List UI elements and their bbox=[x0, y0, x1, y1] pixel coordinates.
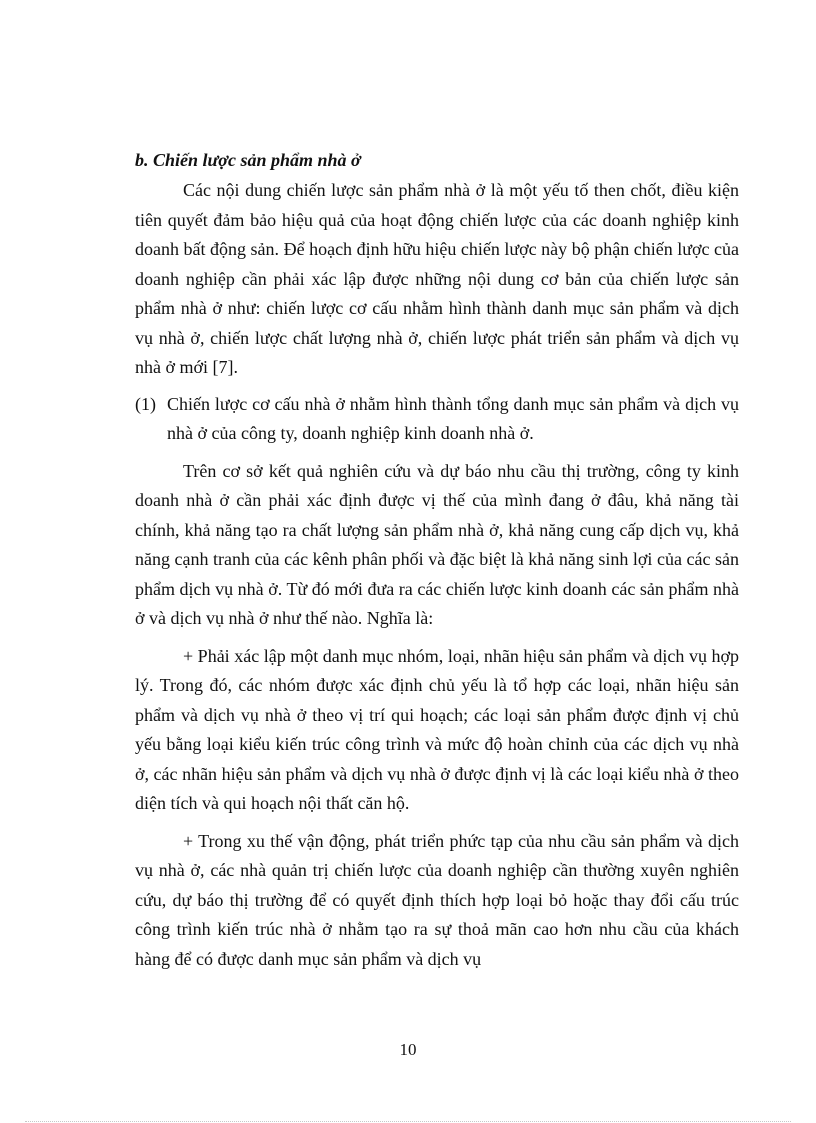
paragraph-bullet-trend: + Trong xu thế vận động, phát triển phức tạp của nhu cầu sản phẩm và dịch vụ nhà ở, các nhà quản trị chiến lược của doanh nghiệp cần thường xuyên nghiên cứu, dự báo thị trường để có quyết định thích hợp loại bỏ hoặc thay đổi cấu trúc công trình kiến trúc nhà ở nhằm tạo ra sự thoả mãn cao hơn nhu cầu của khách hàng để có được danh mục sản phẩm và dịch vụ bbox=[135, 830, 739, 969]
paragraph-bullet-catalog: + Phải xác lập một danh mục nhóm, loại, nhãn hiệu sản phẩm và dịch vụ hợp lý. Trong đó, các nhóm được xác định chủ yếu là tổ hợp các loại, nhãn hiệu sản phẩm và dịch vụ nhà ở theo vị trí qui hoạch; các loại sản phẩm được định vị chủ yếu bằng loại kiểu kiến trúc công trình và mức độ hoàn chỉnh của các dịch vụ nhà ở, các nhãn hiệu sản phẩm và dịch vụ nhà ở được định vị là các loại kiểu nhà ở theo diện tích và qui hoạch nội thất căn hộ. bbox=[135, 645, 739, 813]
page-body bbox=[135, 150, 739, 974]
list-item-number: (1) bbox=[135, 393, 156, 414]
list-item-text: Chiến lược cơ cấu nhà ở nhằm hình thành tổng danh mục sản phẩm và dịch vụ nhà ở của công ty, doanh nghiệp kinh doanh nhà ở. bbox=[167, 393, 739, 443]
page-number: 10 bbox=[399, 1040, 417, 1059]
page-bottom-divider bbox=[25, 1121, 791, 1122]
paragraph-market: Trên cơ sở kết quả nghiên cứu và dự báo nhu cầu thị trường, công ty kinh doanh nhà ở cần phải xác định được vị thế của mình đang ở đâu, khả năng tài chính, khả năng tạo ra chất lượng sản phẩm nhà ở, khả năng cung cấp dịch vụ, khả năng cạnh tranh của các kênh phân phối và đặc biệt là khả năng sinh lợi của các sản phẩm dịch vụ nhà ở. Từ đó mới đưa ra các chiến lược kinh doanh các sản phẩm nhà ở và dịch vụ nhà ở như thế nào. Nghĩa là: bbox=[135, 460, 739, 628]
section-heading: b. Chiến lược sản phẩm nhà ở bbox=[135, 150, 361, 170]
numbered-list-item bbox=[135, 390, 739, 449]
paragraph-intro: Các nội dung chiến lược sản phẩm nhà ở là một yếu tố then chốt, điều kiện tiên quyết đảm bảo hiệu quả của hoạt động chiến lược của các doanh nghiệp kinh doanh bất động sản. Để hoạch định hữu hiệu chiến lược này bộ phận chiến lược của doanh nghiệp cần phải xác lập được những nội dung cơ bản của chiến lược sản phẩm nhà ở như: chiến lược cơ cấu nhằm hình thành danh mục sản phẩm và dịch vụ nhà ở, chiến lược chất lượng nhà ở, chiến lược phát triển sản phẩm và dịch vụ nhà ở mới [7]. bbox=[135, 180, 739, 377]
